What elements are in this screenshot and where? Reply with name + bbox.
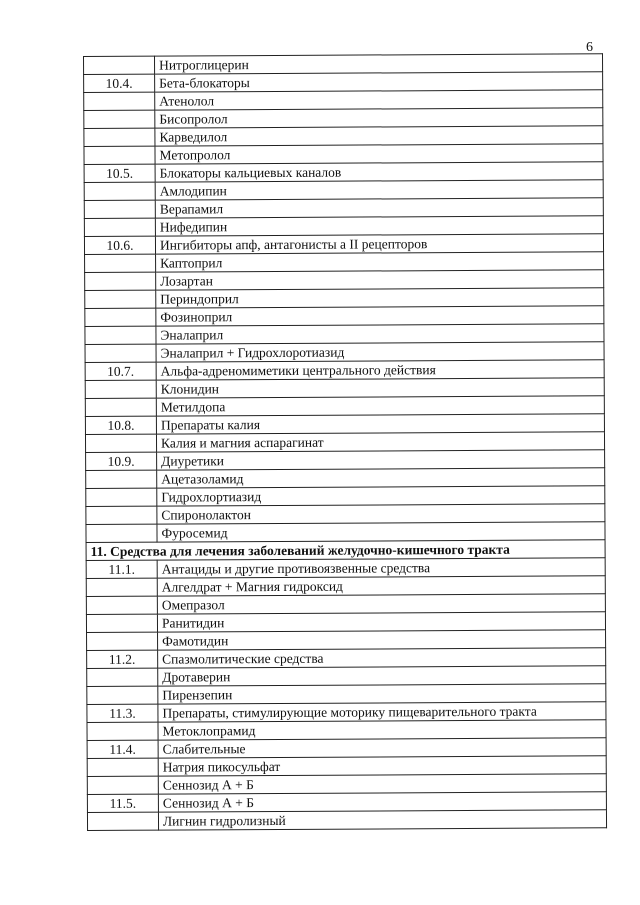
row-number [84,56,155,74]
drug-name: Лозартан [156,270,604,290]
row-number [87,722,158,740]
drug-name: Препараты, стимулирующие моторику пищеварительного тракта [158,702,606,722]
row-number [84,92,155,110]
drug-table [83,53,607,831]
row-number [84,146,155,164]
table-body [84,54,607,831]
row-number [85,398,156,416]
row-number [85,380,156,398]
row-number [85,344,156,362]
drug-name: Верапамил [155,198,603,218]
page-number: 6 [586,40,593,55]
drug-name: Альфа-адреномиметики центрального действия [156,360,604,380]
row-number [87,776,158,794]
row-number [84,128,155,146]
row-number [84,110,155,128]
row-number [86,614,157,632]
drug-name: Пирензепин [158,684,606,704]
row-number [87,668,158,686]
drug-name: Гидрохлортиазид [157,486,605,506]
row-number [84,200,155,218]
drug-name: Сеннозид А + Б [158,792,606,812]
drug-name: Периндоприл [156,288,604,308]
drug-name: Бета-блокаторы [155,72,603,92]
drug-list [83,53,607,831]
drug-name: Метилдопа [156,396,604,416]
drug-name: Эналаприл + Гидрохлоротиазид [156,342,604,362]
row-number [85,254,156,272]
drug-name: Лигнин гидролизный [158,810,606,830]
table-row [87,810,606,831]
row-number: 10.7. [85,362,156,380]
drug-name: Атенолол [155,90,603,110]
row-number: 11.3. [87,704,158,722]
drug-name: Эналаприл [156,324,604,344]
row-number: 10.8. [85,416,156,434]
row-number [86,596,157,614]
row-number [87,632,158,650]
drug-name: Слабительные [158,738,606,758]
drug-name: Каптоприл [156,252,604,272]
row-number: 10.6. [84,236,155,254]
row-number [87,812,158,830]
drug-name: Метопролол [155,144,603,164]
row-number [86,524,157,542]
row-number [84,218,155,236]
table-row [87,702,606,723]
drug-name: Фозиноприл [156,306,604,326]
row-number [86,578,157,596]
row-number [85,326,156,344]
section-header: 11. Средства для лечения заболеваний желудочно-кишечного тракта [86,540,605,561]
row-number: 11.4. [87,740,158,758]
drug-name: Антациды и другие противоязвенные средства [157,558,605,578]
drug-name: Клонидин [156,378,604,398]
row-number [85,308,156,326]
drug-name: Спазмолитические средства [158,648,606,668]
row-number [84,182,155,200]
drug-name: Метоклопрамид [158,720,606,740]
drug-name: Нитроглицерин [155,54,603,74]
drug-name: Ранитидин [157,612,605,632]
row-number: 11.1. [86,560,157,578]
drug-name: Нифедипин [155,216,603,236]
row-number [85,434,156,452]
drug-name: Дротаверин [158,666,606,686]
row-number [86,506,157,524]
drug-name: Амлодипин [155,180,603,200]
drug-name: Ингибиторы апф, антагонисты a II рецепторов [155,234,603,254]
drug-name: Бисопролол [155,108,603,128]
row-number [87,758,158,776]
drug-name: Алгелдрат + Магния гидроксид [157,576,605,596]
drug-name: Препараты калия [156,414,604,434]
row-number [86,470,157,488]
drug-name: Блокаторы кальциевых каналов [155,162,603,182]
row-number [85,272,156,290]
row-number: 11.5. [87,794,158,812]
drug-name: Фуросемид [157,522,605,542]
row-number [85,290,156,308]
row-number [86,488,157,506]
drug-name: Спиронолактон [157,504,605,524]
drug-name: Диуретики [157,450,605,470]
row-number: 10.9. [86,452,157,470]
drug-name: Карведилол [155,126,603,146]
row-number: 10.4. [84,74,155,92]
row-number [87,686,158,704]
drug-name: Фамотидин [158,630,606,650]
drug-name: Омепразол [157,594,605,614]
drug-name: Сеннозид А + Б [158,774,606,794]
row-number: 10.5. [84,164,155,182]
drug-name: Калия и магния аспарагинат [156,432,604,452]
drug-name: Ацетазоламид [157,468,605,488]
row-number: 11.2. [87,650,158,668]
drug-name: Натрия пикосульфат [158,756,606,776]
